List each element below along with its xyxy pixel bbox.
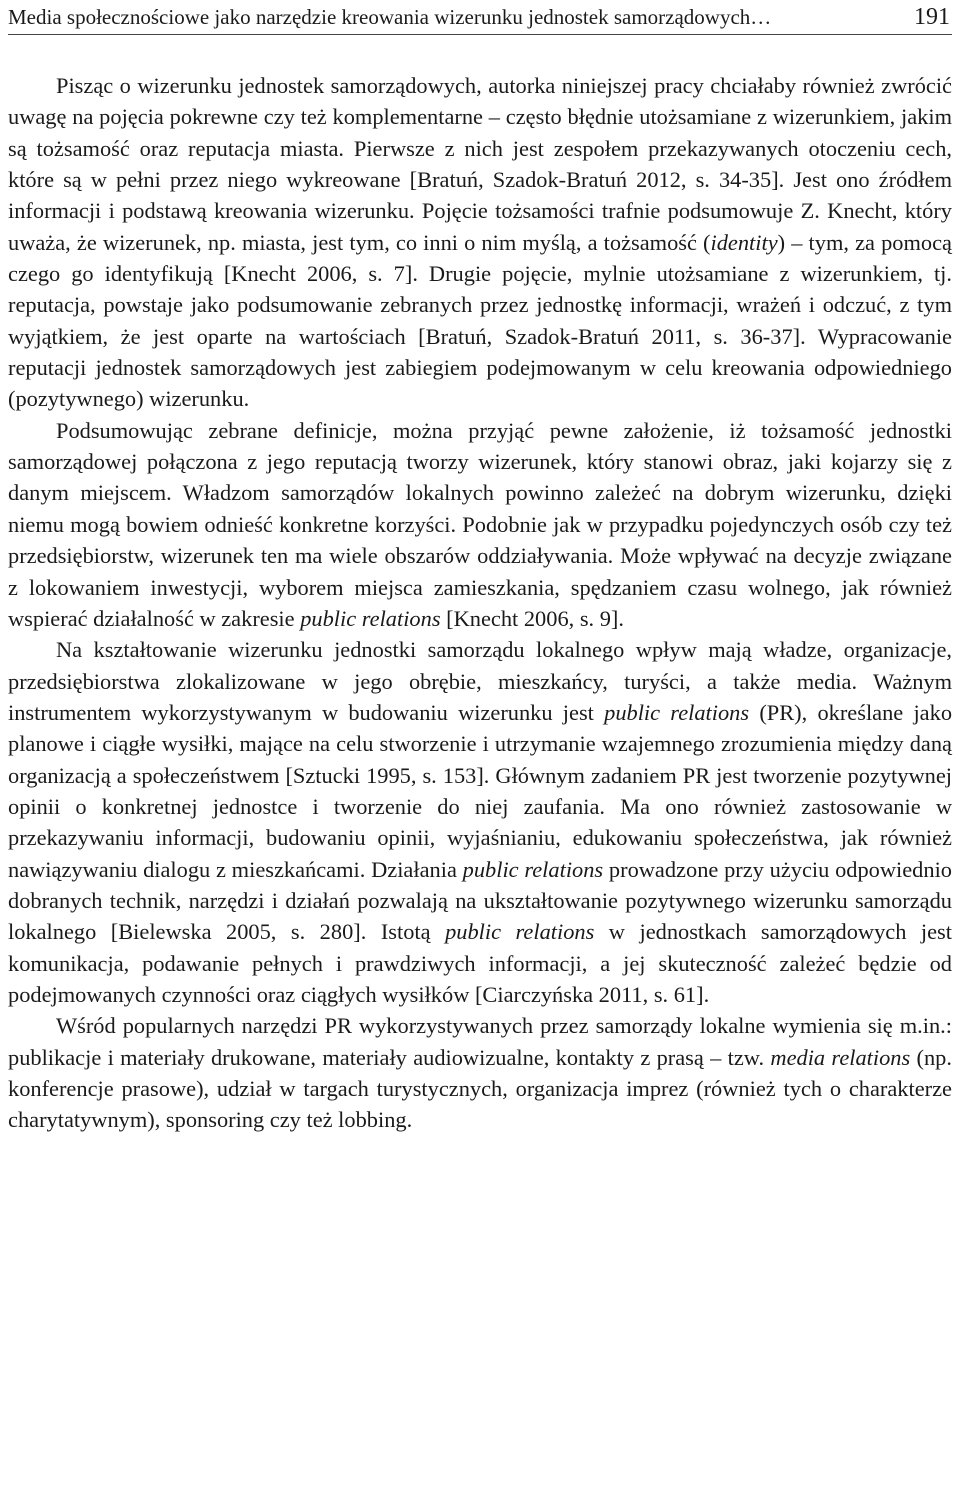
- italic-term: public relations: [462, 856, 604, 882]
- italic-term: public relations: [300, 605, 441, 631]
- text-run: Podsumowując zebrane definicje, można przyjąć pewne założenie, iż tożsamość jednostki samorządowej połączona z jego reputacją tworzy wizerunek, który stanowi obraz, jaki kojarzy się z danym miejscem. Władzom samorządów lokalnych powinno zależeć na dobrym wizerunku, dzięki niemu mogą bowiem odnieść konkretne korzyści. Podobnie jak w przypadku pojedynczych osób czy też przedsiębiorstw, wizerunek ten ma wiele obszarów oddziaływania. Może wpływać na decyzje związane z lokowaniem inwestycji, wyborem miejsca zamieszkania, spędzaniem czasu wolnego, jak również wspierać działalność w zakresie: [8, 417, 952, 631]
- text-run: (PR), określane jako planowe i ciągłe wysiłki, mające na celu stworzenie i utrzymanie wzajemnego zrozumienia między daną organizacją a społeczeństwem [Sztucki 1995, s. 153]. Głównym zadaniem PR jest tworzenie pozytywnej opinii o konkretnej jednostce i tworzenie do niej zaufania. Ma ono również zastosowanie w przekazywaniu informacji, budowaniu opinii, wyjaśnianiu, edukowaniu społeczeństwa, jak również nawiązywaniu dialogu z mieszkańcami. Działania: [8, 699, 953, 882]
- running-header: [8, 0, 952, 35]
- page-number: 191: [914, 3, 950, 30]
- paragraph: [8, 415, 952, 634]
- paragraph: [8, 634, 952, 1010]
- italic-term: public relations: [445, 919, 595, 945]
- paragraph: [8, 1010, 952, 1135]
- text-run: (np. konferencje prasowe), udział w targach turystycznych, organizacja imprez (również tych o charakterze charytatywnym), sponsoring czy też lobbing.: [8, 1044, 952, 1133]
- italic-term: media relations: [770, 1044, 911, 1070]
- running-title: Media społecznościowe jako narzędzie kreowania wizerunku jednostek samorządowych…: [8, 4, 772, 29]
- text-run: ) – tym, za pomocą czego go identyfikują [Knecht 2006, s. 7]. Drugie pojęcie, mylnie utożsamiane z wizerunkiem, tj. reputacja, powstaje jako podsumowanie zebranych przez jednostkę informacji, wrażeń i odczuć, z tym wyjątkiem, że jest oparte na wartościach [Bratuń, Szadok-Bratuń 2011, s. 36-37]. Wypracowanie reputacji jednostek samorządowych jest zabiegiem podejmowanym w celu kreowania odpowiedniego (pozytywnego) wizerunku.: [8, 229, 952, 412]
- italic-term: identity: [710, 229, 778, 255]
- italic-term: public relations: [604, 699, 750, 725]
- text-run: prowadzone przy użyciu odpowiednio dobranych technik, narzędzi i działań pozwalają na ukształtowanie pozytywnego wizerunku samorządu lokalnego [Bielewska 2005, s. 280]. Istotą: [8, 856, 952, 945]
- text-run: Pisząc o wizerunku jednostek samorządowych, autorka niniejszej pracy chciałaby również zwrócić uwagę na pojęcia pokrewne czy też komplementarne – często błędnie utożsamiane z wizerunkiem, jakim są tożsamość oraz reputacja miasta. Pierwsze z nich jest zespołem przekazywanych otoczeniu cech, które są w pełni przez niego wykreowane [Bratuń, Szadok-Bratuń 2012, s. 34-35]. Jest ono źródłem informacji i podstawą kreowania wizerunku. Pojęcie tożsamości trafnie podsumowuje Z. Knecht, który uważa, że wizerunek, np. miasta, jest tym, co inni o nim myślą, a tożsamość (: [8, 73, 952, 255]
- text-run: Wśród popularnych narzędzi PR wykorzystywanych przez samorządy lokalne wymienia się m.in.: publikacje i materiały drukowane, materiały audiowizualne, kontakty z prasą – tzw.: [8, 1013, 952, 1070]
- text-run: w jednostkach samorządowych jest komunikacja, podawanie pełnych i prawdziwych informacji, a jej skuteczność zależeć będzie od podejmowanych czynności oraz ciągłych wysiłków [Ciarczyńska 2011, s. 61].: [8, 919, 952, 1007]
- paragraph: [8, 70, 952, 415]
- text-run: Na kształtowanie wizerunku jednostki samorządu lokalnego wpływ mają władze, organizacje, przedsiębiorstwa zlokalizowane w jego obrębie, mieszkańcy, turyści, a także media. Ważnym instrumentem wykorzystywanym w budowaniu wizerunku jest: [8, 637, 952, 725]
- text-run: [Knecht 2006, s. 9].: [440, 605, 624, 631]
- body-text: [8, 70, 952, 1136]
